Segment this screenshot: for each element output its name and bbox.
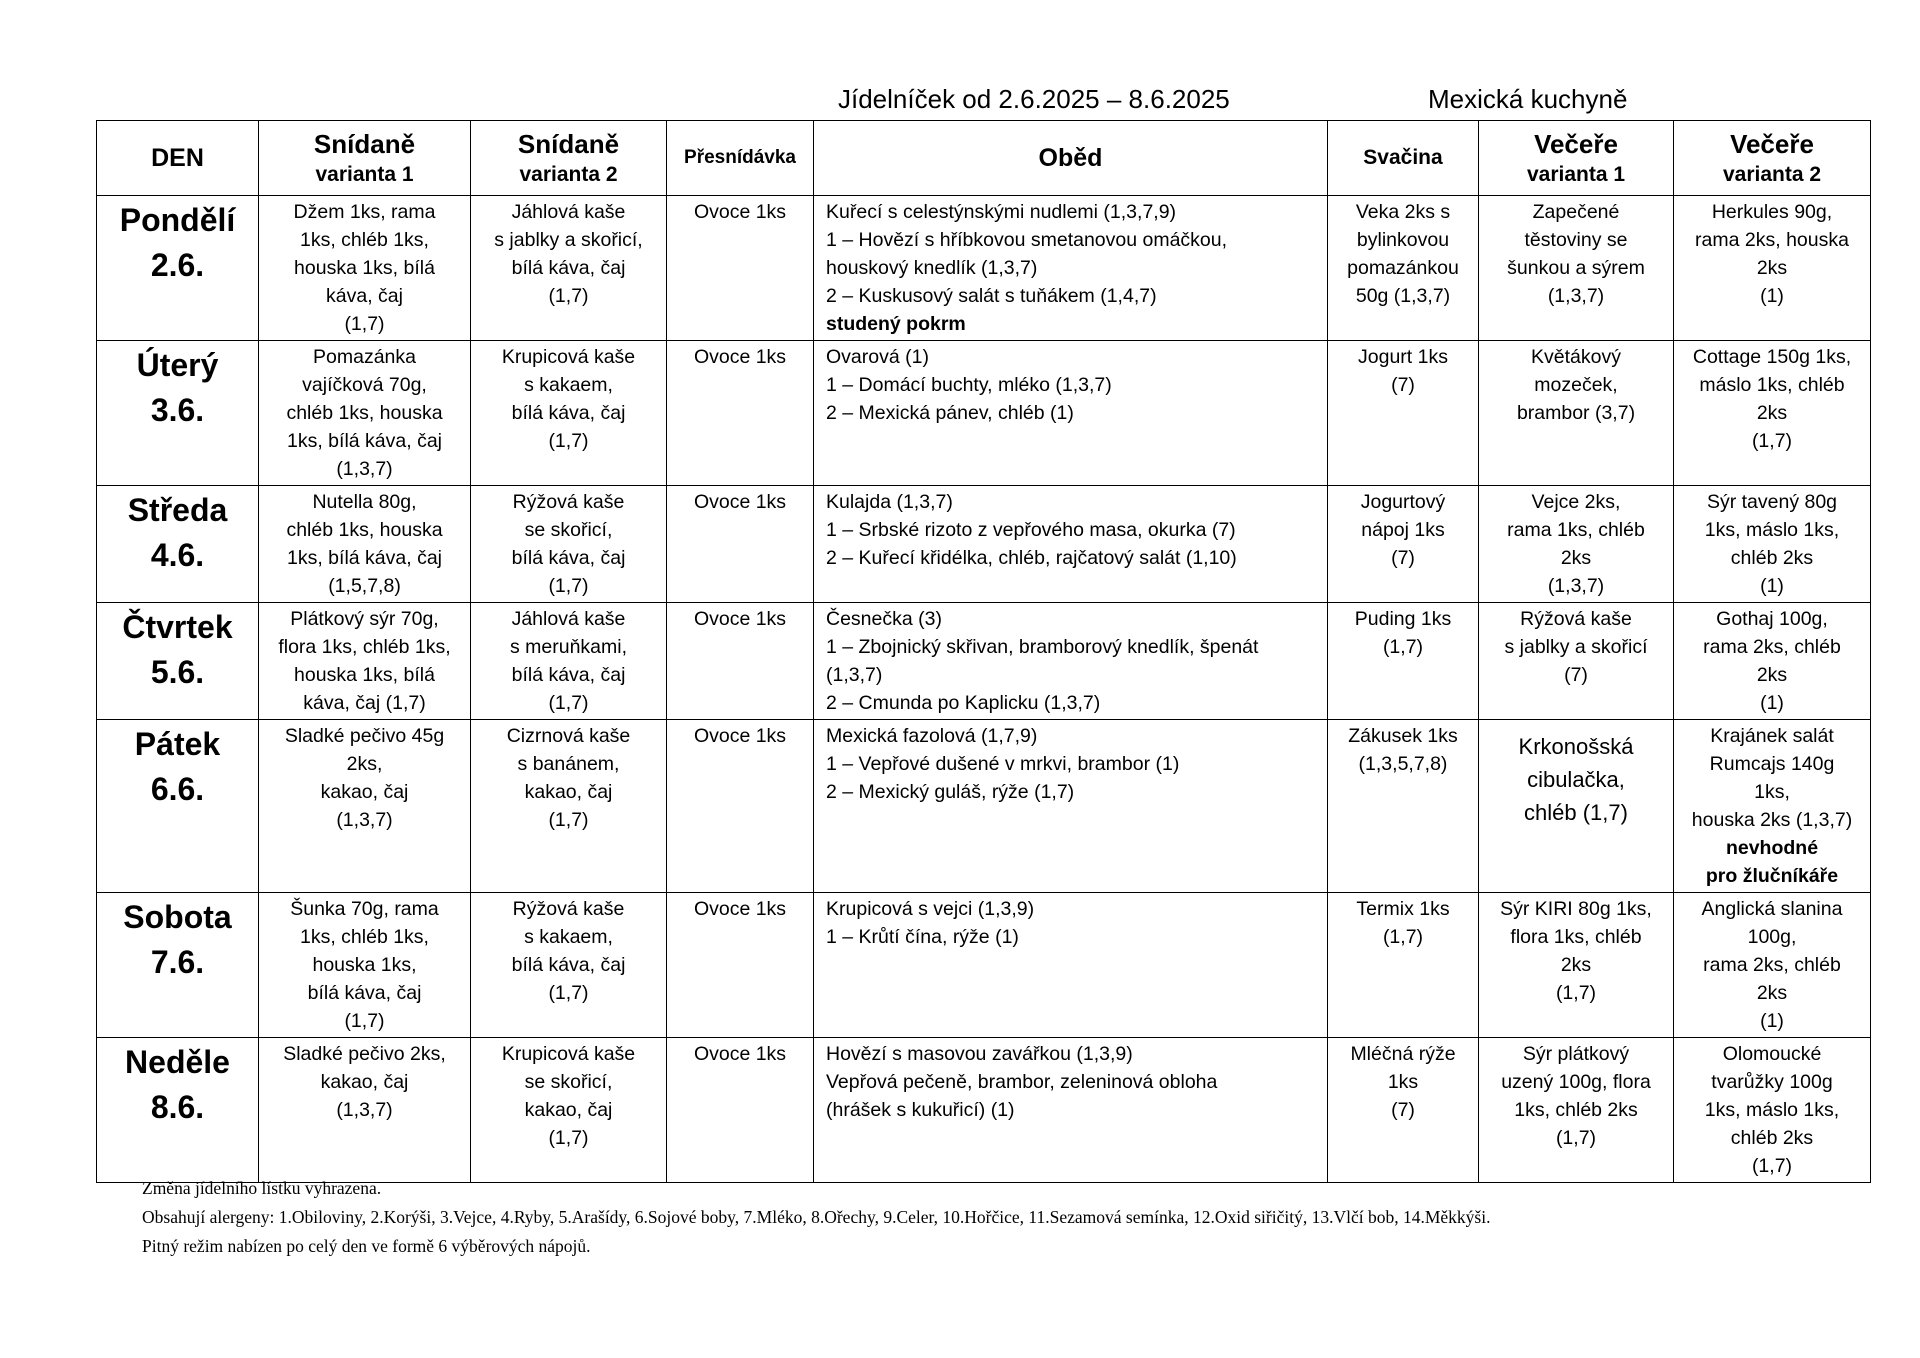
cell-line: 1ks, bílá káva, čaj: [287, 547, 442, 569]
menu-title: Jídelníček od 2.6.2025 – 8.6.2025: [838, 84, 1230, 114]
cell-line: (1,3,7): [336, 809, 393, 831]
cell-line: (1,5,7,8): [328, 575, 401, 597]
cell-line: houska 2ks (1,3,7): [1691, 809, 1853, 831]
cell-line: Zákusek 1ks: [1348, 725, 1458, 747]
cell-line: (1): [1760, 1010, 1784, 1032]
day-name: Středa: [127, 492, 228, 528]
cell-line: 2 – Mexický guláš, rýže (1,7): [826, 781, 1075, 803]
column-header-dinner-2: [1674, 121, 1871, 196]
day-name: Pátek: [134, 726, 221, 762]
breakfast-2-cell: [471, 341, 667, 486]
cell-line: 1 – Srbské rizoto z vepřového masa, okurka (7): [826, 519, 1236, 541]
cell-line: (7): [1391, 547, 1415, 569]
cell-line: Vejce 2ks,: [1531, 491, 1621, 513]
breakfast-1-cell: [259, 720, 471, 893]
day-row: [97, 486, 1871, 603]
afternoon-snack-cell: [1328, 720, 1479, 893]
cell-line: kakao, čaj: [320, 1071, 409, 1093]
cell-line: 1ks, máslo 1ks,: [1704, 1099, 1840, 1121]
column-header-breakfast-2: [471, 121, 667, 196]
dietary-warning: pro žlučníkáře: [1705, 865, 1839, 887]
cell-line: nápoj 1ks: [1361, 519, 1445, 541]
cell-line: (1,7): [1751, 430, 1793, 452]
dinner-2-cell: [1674, 196, 1871, 341]
cell-line: Jáhlová kaše: [511, 201, 626, 223]
morning-snack-cell: [667, 196, 814, 341]
day-cell: [97, 486, 259, 603]
column-header-text: Snídaně: [517, 129, 620, 159]
cell-line: Veka 2ks s: [1355, 201, 1451, 223]
cell-line: uzený 100g, flora: [1501, 1071, 1651, 1093]
cell-line: Cottage 150g 1ks,: [1692, 346, 1852, 368]
cell-line: bílá káva, čaj: [307, 982, 422, 1004]
cell-line: Mléčná rýže: [1350, 1043, 1456, 1065]
cell-line: Anglická slanina: [1701, 898, 1843, 920]
footer-notes: [142, 1174, 1490, 1261]
cell-line: cibulačka,: [1527, 767, 1625, 792]
column-header-breakfast-1: [259, 121, 471, 196]
cell-line: Ovoce 1ks: [693, 608, 787, 630]
cell-line: (1,3,7): [1547, 575, 1605, 597]
cell-line: (1,3,7): [336, 458, 393, 480]
cell-line: (1,7): [548, 575, 589, 597]
breakfast-2-cell: [471, 196, 667, 341]
cell-line: (1,7): [1382, 636, 1424, 658]
cell-line: Ovoce 1ks: [693, 491, 787, 513]
cell-line: (hrášek s kukuřicí) (1): [826, 1099, 1015, 1121]
cell-line: (1,7): [548, 809, 589, 831]
cell-line: Květákový: [1531, 346, 1621, 368]
column-header-morning-snack: Přesnídávka: [667, 121, 814, 196]
cell-line: Nutella 80g,: [312, 491, 417, 513]
cell-line: 1ks: [1387, 1071, 1419, 1093]
column-header-text: Večeře: [1534, 129, 1618, 159]
breakfast-1-cell: [259, 341, 471, 486]
cell-line: (7): [1391, 1099, 1415, 1121]
page-header: [0, 84, 1920, 120]
dinner-2-cell: [1674, 720, 1871, 893]
cell-line: chléb 1ks, houska: [286, 402, 443, 424]
cell-line: Plátkový sýr 70g,: [290, 608, 439, 630]
column-header-afternoon-snack: Svačina: [1328, 121, 1479, 196]
cell-line: houska 1ks, bílá: [294, 257, 435, 279]
cell-line: Krajánek salát: [1710, 725, 1834, 747]
day-name: Čtvrtek: [122, 609, 233, 645]
cell-line: Jáhlová kaše: [511, 608, 626, 630]
cell-line: (1,7): [548, 982, 589, 1004]
cell-line: 2ks,: [346, 753, 383, 775]
day-cell: [97, 196, 259, 341]
day-name: Pondělí: [119, 202, 236, 238]
breakfast-1-cell: [259, 486, 471, 603]
cell-line: (1,7): [1555, 1127, 1597, 1149]
breakfast-2-cell: [471, 603, 667, 720]
header-row: [97, 121, 1871, 196]
cell-line: 2ks: [1756, 982, 1788, 1004]
menu-body: [97, 196, 1871, 1183]
cell-line: 1 – Krůtí čína, rýže (1): [826, 926, 1019, 948]
column-header-text: Večeře: [1730, 129, 1814, 159]
day-cell: [97, 1038, 259, 1183]
cell-line: chléb 2ks: [1730, 547, 1814, 569]
cell-line: bílá káva, čaj: [511, 402, 626, 424]
cell-line: (1): [1760, 575, 1784, 597]
cell-line: tvarůžky 100g: [1711, 1071, 1833, 1093]
cell-line: se skořicí,: [524, 1071, 613, 1093]
day-row: [97, 1038, 1871, 1183]
cell-line: Kuřecí s celestýnskými nudlemi (1,3,7,9): [826, 201, 1177, 223]
day-cell: [97, 720, 259, 893]
cell-line: 100g,: [1747, 926, 1797, 948]
day-date: 3.6.: [150, 392, 205, 428]
footer-disclaimer: Změna jídelního lístku vyhrazena.: [142, 1178, 382, 1198]
cell-line: kakao, čaj: [320, 781, 409, 803]
cell-line: Ovoce 1ks: [693, 898, 787, 920]
cell-line: se skořicí,: [524, 519, 613, 541]
cell-line: Sladké pečivo 2ks,: [283, 1043, 446, 1065]
cuisine-theme: Mexická kuchyně: [1428, 84, 1628, 114]
cell-line: 1 – Zbojnický skřivan, bramborový knedlík, špenát: [826, 636, 1259, 658]
dinner-1-cell: [1479, 486, 1674, 603]
cell-line: Krupicová kaše: [501, 346, 636, 368]
morning-snack-cell: [667, 486, 814, 603]
cell-line: (7): [1391, 374, 1415, 396]
day-cell: [97, 341, 259, 486]
cell-line: 1ks, chléb 1ks,: [300, 229, 429, 251]
cell-line: pomazánkou: [1347, 257, 1459, 279]
cell-line: Zapečené: [1532, 201, 1620, 223]
cell-line: (1): [1760, 692, 1784, 714]
day-date: 4.6.: [150, 537, 205, 573]
day-date: 6.6.: [150, 771, 205, 807]
column-header-subtext: varianta 1: [315, 163, 414, 186]
cell-line: (1): [1760, 285, 1784, 307]
cell-line: (1,7): [344, 1010, 385, 1032]
cell-line: flora 1ks, chléb 1ks,: [278, 636, 451, 658]
cell-line: 1 – Vepřové dušené v mrkvi, brambor (1): [826, 753, 1180, 775]
dinner-1-cell: [1479, 603, 1674, 720]
cell-line: flora 1ks, chléb: [1510, 926, 1642, 948]
cell-line: (1,7): [548, 430, 589, 452]
dinner-1-cell: [1479, 196, 1674, 341]
cell-line: 2 – Kuskusový salát s tuňákem (1,4,7): [826, 285, 1157, 307]
cell-line: Vepřová pečeně, brambor, zeleninová obloha: [826, 1071, 1218, 1093]
cell-line: 2ks: [1756, 402, 1788, 424]
cell-line: (1,3,5,7,8): [1358, 753, 1448, 775]
cell-line: (1,7): [1751, 1155, 1793, 1177]
cell-line: Česnečka (3): [826, 608, 942, 630]
cell-line: chléb 2ks: [1730, 1127, 1814, 1149]
column-header-subtext: varianta 2: [1722, 163, 1822, 186]
cell-line: Rýžová kaše: [1520, 608, 1632, 630]
cell-line: 50g (1,3,7): [1355, 285, 1451, 307]
cell-line: 2ks: [1560, 547, 1592, 569]
day-row: [97, 341, 1871, 486]
afternoon-snack-cell: [1328, 341, 1479, 486]
lunch-cell: [814, 1038, 1328, 1183]
cell-line: Ovoce 1ks: [693, 201, 787, 223]
breakfast-1-cell: [259, 1038, 471, 1183]
dinner-2-cell: [1674, 341, 1871, 486]
cell-line: 2ks: [1560, 954, 1592, 976]
cell-line: kakao, čaj: [524, 781, 613, 803]
morning-snack-cell: [667, 893, 814, 1038]
cell-line: Krkonošská: [1518, 734, 1634, 759]
day-name: Úterý: [136, 347, 219, 383]
lunch-cell: [814, 196, 1328, 341]
cell-line: Olomoucké: [1722, 1043, 1822, 1065]
cell-line: Ovoce 1ks: [693, 346, 787, 368]
day-date: 8.6.: [150, 1089, 205, 1125]
cell-line: 2 – Cmunda po Kaplicku (1,3,7): [826, 692, 1101, 714]
cell-line: bílá káva, čaj: [511, 954, 626, 976]
cell-line: káva, čaj (1,7): [303, 692, 426, 714]
day-row: [97, 893, 1871, 1038]
lunch-cell: [814, 603, 1328, 720]
cell-line: 1ks, bílá káva, čaj: [287, 430, 442, 452]
menu-table: [96, 120, 1871, 1183]
cell-line: bílá káva, čaj: [511, 664, 626, 686]
cell-line: Mexická fazolová (1,7,9): [826, 725, 1038, 747]
cell-line: Puding 1ks: [1354, 608, 1452, 630]
cell-line: máslo 1ks, chléb: [1699, 374, 1845, 396]
footer-allergens: Obsahují alergeny: 1.Obiloviny, 2.Korýši, 3.Vejce, 4.Ryby, 5.Arašídy, 6.Sojové boby, 7.Mléko, 8.Ořechy, 9.Celer, 10.Hořčice, 11.Sezamová semínka, 12.Oxid siřičitý, 13.Vlčí bob, 14.Měkkýši.: [142, 1207, 1491, 1227]
dinner-1-cell: [1479, 341, 1674, 486]
cell-line: Rumcajs 140g: [1709, 753, 1835, 775]
lunch-cell: [814, 720, 1328, 893]
column-header-day: DEN: [97, 121, 259, 196]
cell-line: mozeček,: [1534, 374, 1618, 396]
cell-line: Pomazánka: [313, 346, 416, 368]
cell-line: Kulajda (1,3,7): [826, 491, 953, 513]
cell-line: Sladké pečivo 45g: [284, 725, 445, 747]
day-cell: [97, 603, 259, 720]
cell-line: 1 – Domácí buchty, mléko (1,3,7): [826, 374, 1112, 396]
cell-line: (1,3,7): [1547, 285, 1605, 307]
breakfast-1-cell: [259, 196, 471, 341]
afternoon-snack-cell: [1328, 603, 1479, 720]
footer-drinks: Pitný režim nabízen po celý den ve formě 6 výběrových nápojů.: [142, 1236, 591, 1256]
cell-line: Cizrnová kaše: [506, 725, 631, 747]
cell-line: (1,7): [1382, 926, 1424, 948]
morning-snack-cell: [667, 603, 814, 720]
day-row: [97, 196, 1871, 341]
cell-line: 1ks,: [1754, 781, 1790, 803]
cell-line: Rýžová kaše: [512, 898, 625, 920]
cell-line: bylinkovou: [1356, 229, 1450, 251]
breakfast-1-cell: [259, 603, 471, 720]
cell-line: s jablky a skořicí: [1504, 636, 1648, 658]
cell-line: Ovarová (1): [826, 346, 929, 368]
cell-line: Sýr KIRI 80g 1ks,: [1500, 898, 1652, 920]
cell-line: houska 1ks, bílá: [294, 664, 435, 686]
cell-line: houska 1ks,: [312, 954, 417, 976]
column-header-dinner-1: [1479, 121, 1674, 196]
cell-line: těstoviny se: [1524, 229, 1628, 251]
lunch-cell: [814, 893, 1328, 1038]
cell-line: chléb 1ks, houska: [286, 519, 443, 541]
afternoon-snack-cell: [1328, 196, 1479, 341]
cell-line: Gothaj 100g,: [1716, 608, 1828, 630]
cell-line: brambor (3,7): [1516, 402, 1636, 424]
cell-line: bílá káva, čaj: [511, 547, 626, 569]
column-header-lunch: Oběd: [814, 121, 1328, 196]
cell-line: 2 – Mexická pánev, chléb (1): [826, 402, 1074, 424]
cell-line: s banánem,: [517, 753, 620, 775]
cell-line: 1 – Hovězí s hříbkovou smetanovou omáčkou,: [826, 229, 1228, 251]
cell-line: kakao, čaj: [524, 1099, 613, 1121]
dinner-2-cell: [1674, 1038, 1871, 1183]
dinner-2-cell: [1674, 486, 1871, 603]
cell-line: 2ks: [1756, 664, 1788, 686]
day-date: 2.6.: [150, 247, 205, 283]
cell-line: šunkou a sýrem: [1507, 257, 1645, 279]
afternoon-snack-cell: [1328, 893, 1479, 1038]
cell-line: (1,7): [1555, 982, 1597, 1004]
cell-line: s kakaem,: [524, 926, 613, 948]
cell-line: Jogurtový: [1360, 491, 1446, 513]
column-header-subtext: varianta 2: [519, 163, 618, 186]
cell-line: Krupicová kaše: [501, 1043, 636, 1065]
cell-line: Džem 1ks, rama: [293, 201, 436, 223]
cell-line: Sýr tavený 80g: [1706, 491, 1838, 513]
cell-line: rama 2ks, houska: [1695, 229, 1849, 251]
breakfast-1-cell: [259, 893, 471, 1038]
cell-line: Termix 1ks: [1356, 898, 1450, 920]
cell-line: Šunka 70g, rama: [290, 898, 439, 920]
cell-line: 1ks, chléb 2ks: [1514, 1099, 1638, 1121]
day-row: [97, 603, 1871, 720]
cell-line: Hovězí s masovou zavářkou (1,3,9): [826, 1043, 1133, 1065]
cell-line: s meruňkami,: [509, 636, 628, 658]
dinner-2-cell: [1674, 893, 1871, 1038]
cell-line: (1,7): [344, 313, 385, 335]
column-header-text: Snídaně: [313, 129, 416, 159]
dinner-1-cell: [1479, 893, 1674, 1038]
cell-line: Herkules 90g,: [1711, 201, 1833, 223]
morning-snack-cell: [667, 720, 814, 893]
cell-line: rama 2ks, chléb: [1703, 954, 1841, 976]
cell-line: rama 1ks, chléb: [1507, 519, 1645, 541]
cell-line: 2ks: [1756, 257, 1788, 279]
cell-line: 1ks, máslo 1ks,: [1704, 519, 1840, 541]
breakfast-2-cell: [471, 720, 667, 893]
day-name: Sobota: [123, 899, 232, 935]
cell-line: (1,7): [548, 285, 589, 307]
cell-line: 2 – Kuřecí křidélka, chléb, rajčatový salát (1,10): [826, 547, 1237, 569]
cell-line: s jablky a skořicí,: [494, 229, 643, 251]
afternoon-snack-cell: [1328, 486, 1479, 603]
morning-snack-cell: [667, 341, 814, 486]
cell-line: Krupicová s vejci (1,3,9): [826, 898, 1035, 920]
afternoon-snack-cell: [1328, 1038, 1479, 1183]
cell-line: káva, čaj: [326, 285, 403, 307]
cell-line: Rýžová kaše: [512, 491, 625, 513]
cell-line: 1ks, chléb 1ks,: [300, 926, 429, 948]
dietary-warning: nevhodné: [1725, 837, 1819, 859]
day-name: Neděle: [125, 1044, 230, 1080]
cell-line: Ovoce 1ks: [693, 1043, 787, 1065]
cell-line: vajíčková 70g,: [302, 374, 427, 396]
cell-line: chléb (1,7): [1524, 800, 1628, 825]
cell-line: bílá káva, čaj: [511, 257, 626, 279]
cell-line: (1,7): [548, 1127, 589, 1149]
cell-line: rama 2ks, chléb: [1703, 636, 1841, 658]
cell-line: Sýr plátkový: [1522, 1043, 1630, 1065]
cell-line: (1,7): [548, 692, 589, 714]
dinner-1-cell: [1479, 720, 1674, 893]
day-date: 5.6.: [150, 654, 205, 690]
cell-line: houskový knedlík (1,3,7): [826, 257, 1038, 279]
day-date: 7.6.: [150, 944, 205, 980]
morning-snack-cell: [667, 1038, 814, 1183]
cell-line: Ovoce 1ks: [693, 725, 787, 747]
cell-line: (1,3,7): [826, 664, 883, 686]
dinner-1-cell: [1479, 1038, 1674, 1183]
column-header-subtext: varianta 1: [1526, 163, 1626, 186]
cell-line: (1,3,7): [336, 1099, 393, 1121]
breakfast-2-cell: [471, 486, 667, 603]
cell-line: (7): [1564, 664, 1588, 686]
dinner-2-cell: [1674, 603, 1871, 720]
day-cell: [97, 893, 259, 1038]
breakfast-2-cell: [471, 893, 667, 1038]
cell-line: s kakaem,: [524, 374, 613, 396]
breakfast-2-cell: [471, 1038, 667, 1183]
lunch-cell: [814, 341, 1328, 486]
day-row: [97, 720, 1871, 893]
cold-dish-note: studený pokrm: [826, 313, 966, 335]
cell-line: Jogurt 1ks: [1358, 346, 1448, 368]
lunch-cell: [814, 486, 1328, 603]
